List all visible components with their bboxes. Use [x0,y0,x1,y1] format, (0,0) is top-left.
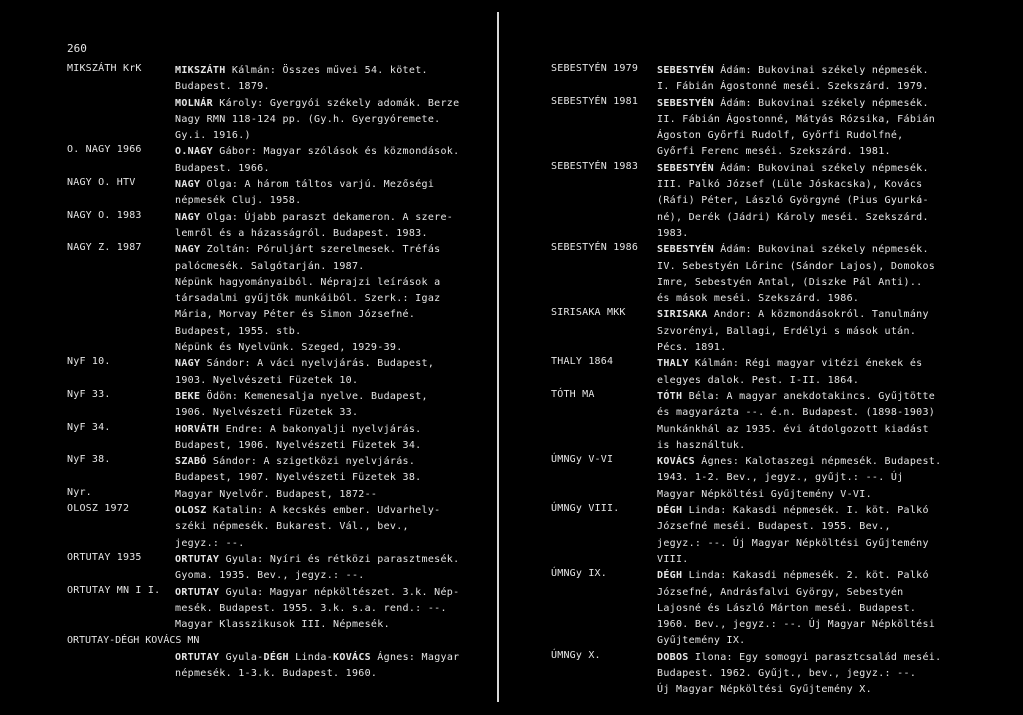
entry-citation [175,585,475,634]
entry-abbreviation: SIRISAKA MKK [551,307,626,319]
entry-abbreviation: THALY 1864 [551,356,614,368]
citation-line: SEBESTYÉN Ádám: Bukovinai székely népmesék. [657,244,929,256]
entry-citation [657,96,957,161]
bibliography-entry [67,422,477,455]
entry-citation [175,144,475,177]
bibliography-entry [551,242,951,307]
entry-abbreviation: SEBESTYÉN 1981 [551,95,639,107]
citation-line: és mások meséi. Szekszárd. 1986. [657,293,860,305]
citation-line: jegyz.: --. [175,537,245,549]
citation-line: 1983. [657,227,689,239]
bibliography-entry [67,177,477,210]
bibliography-entry [551,568,951,649]
entry-abbreviation: MIKSZÁTH KrK [67,63,142,74]
entry-abbreviation: ÚMNGy X. [551,649,601,661]
citation-line: SIRISAKA Andor: A közmondásokról. Tanulmány [657,309,929,321]
bibliography-entry [67,487,477,503]
bibliography-entry [551,454,951,503]
entry-citation [657,161,957,242]
citation-line: TÓTH Béla: A magyar anekdotakincs. Gyűjtötte [657,390,936,402]
citation-line: KOVÁCS Ágnes: Kalotaszegi népmesék. Budapest. [657,456,942,468]
citation-line: Budapest, 1906. Nyelvészeti Füzetek 34. [175,439,422,451]
citation-line: lemről és a házasságról. Budapest. 1983. [175,227,428,239]
entry-abbreviation: SEBESTYÉN 1986 [551,242,639,254]
entry-citation [175,552,475,585]
citation-line: palócmesék. Salgótarján. 1987. [175,260,365,272]
bibliography-entry [551,650,951,699]
citation-line: Gyoma. 1935. Bev., jegyz.: --. [175,570,365,582]
citation-line: Budapest, 1955. stb. [175,325,302,337]
entry-abbreviation: ÚMNGy VIII. [551,503,620,515]
citation-line: jegyz.: --. Új Magyar Népköltési Gyűjtemény [657,537,929,549]
bibliography-left-column [67,63,477,682]
entry-abbreviation: OLOSZ 1972 [67,503,130,515]
citation-line: VIII. [657,553,689,565]
citation-line: (Ráfi) Péter, László Györgyné (Pius Gyurká- [657,195,929,207]
citation-line: ORTUTAY Gyula: Magyar népköltészet. 3.k. Nép- [175,586,460,598]
citation-line: Budapest, 1907. Nyelvészeti Füzetek 38. [175,472,422,484]
citation-line: THALY Kálmán: Régi magyar vitézi énekek és [657,358,923,370]
citation-line: Szvorényi, Ballagi, Erdélyi s mások után. [657,325,917,337]
bibliography-entry [551,356,951,389]
entry-citation [657,389,957,454]
citation-line: DOBOS Ilona: Egy somogyi parasztcsalád meséi. [657,651,942,663]
citation-line: BEKE Ödön: Kemenesalja nyelve. Budapest, [175,390,428,402]
citation-line: NAGY Zoltán: Póruljárt szerelmesek. Tréfás [175,244,441,256]
entry-citation [175,63,475,144]
entry-citation [657,650,957,699]
citation-line: Munkánkhál az 1935. évi átdolgozott kiadást [657,423,929,435]
citation-line: DÉGH Linda: Kakasdi népmesék. 2. köt. Palkó [657,570,929,582]
bibliography-entry [551,96,951,161]
entry-citation [175,454,475,487]
bibliography-entry [551,161,951,242]
entry-abbreviation: ÚMNGy V-VI [551,454,614,466]
bibliography-entry [551,63,951,96]
bibliography-entry [67,144,477,177]
citation-line: MIKSZÁTH Kálmán: Összes művei 54. kötet. [175,65,428,76]
citation-line: II. Fábián Ágostonné, Mátyás Rózsika, Fábián [657,113,936,125]
citation-line: Józsefné meséi. Budapest. 1955. Bev., [657,521,891,533]
citation-line: Budapest. 1879. [175,81,270,93]
citation-line: 1906. Nyelvészeti Füzetek 33. [175,407,359,419]
citation-line: né), Derék (Jádri) Károly meséi. Szekszárd. [657,211,929,223]
citation-line: népmesék. 1-3.k. Budapest. 1960. [175,667,378,679]
bibliography-entry [67,356,477,389]
citation-line: Józsefné, Andrásfalvi György, Sebestyén [657,586,904,598]
bibliography-entry [67,210,477,243]
entry-citation [657,503,957,568]
entry-abbreviation: SEBESTYÉN 1979 [551,63,639,74]
citation-line: Magyar Klasszikusok III. Népmesék. [175,619,390,631]
entry-citation [657,356,957,389]
entry-abbreviation: NAGY O. HTV [67,177,136,189]
citation-line: Mária, Morvay Péter és Simon Józsefné. [175,309,416,321]
entry-citation [657,63,957,96]
entry-abbreviation: TÓTH MA [551,388,595,400]
bibliography-entry [67,454,477,487]
entry-abbreviation: NAGY O. 1983 [67,209,142,221]
bibliography-entry [67,552,477,585]
citation-line: Győrfi Ferenc meséi. Szekszárd. 1981. [657,146,891,158]
entry-citation [657,568,957,649]
entry-abbreviation: NyF 38. [67,454,111,466]
bibliography-entry [67,389,477,422]
citation-line: OLOSZ Katalin: A kecskés ember. Udvarhely- [175,505,441,517]
citation-line: Lajosné és László Márton meséi. Budapest. [657,602,917,614]
entry-citation [175,389,475,422]
entry-citation [175,650,475,683]
citation-line: Budapest. 1962. Gyűjt., bev., jegyz.: --. [657,667,917,679]
bibliography-entry [67,242,477,356]
entry-abbreviation: ÚMNGy IX. [551,568,607,580]
citation-line: SEBESTYÉN Ádám: Bukovinai székely népmesék. [657,162,929,174]
citation-line: DÉGH Linda: Kakasdi népmesék. I. köt. Palkó [657,505,929,517]
entry-citation [175,503,475,552]
citation-line: Népünk és Nyelvünk. Szeged, 1929-39. [175,342,403,354]
citation-line: mesék. Budapest. 1955. 3.k. s.a. rend.: --. [175,602,447,614]
citation-line: széki népmesék. Bukarest. Vál., bev., [175,521,409,533]
entry-abbreviation: O. NAGY 1966 [67,144,142,156]
citation-line: Gyűjtemény IX. [657,635,746,647]
citation-line: HORVÁTH Endre: A bakonyalji nyelvjárás. [175,423,422,435]
entry-citation [175,487,475,503]
citation-line: MOLNÁR Károly: Gyergyói székely adomák. Berze [175,97,460,109]
entry-abbreviation: SEBESTYÉN 1983 [551,160,639,172]
citation-line: is használtuk. [657,439,746,451]
entry-abbreviation: ORTUTAY-DÉGH KOVÁCS MN [67,635,200,647]
citation-line: 1903. Nyelvészeti Füzetek 10. [175,374,359,386]
bibliography-right-column [551,63,951,699]
bibliography-entry [67,503,477,552]
citation-line: I. Fábián Ágostonné meséi. Szekszárd. 1979. [657,81,929,93]
citation-line: 1943. 1-2. Bev., jegyz., gyűjt.: --. Új [657,472,904,484]
citation-line: Magyar Népköltési Gyűjtemény V-VI. [657,488,872,500]
bibliography-entry [551,389,951,454]
citation-line: NAGY Olga: A három táltos varjú. Mezőségi [175,179,435,191]
citation-line: Nagy RMN 118-124 pp. (Gy.h. Gyergyóremete. [175,113,441,125]
citation-line: Budapest. 1966. [175,162,270,174]
entry-abbreviation: NAGY Z. 1987 [67,242,142,254]
citation-line: NAGY Olga: Újabb paraszt dekameron. A szere- [175,211,454,223]
citation-line: Ágoston Győrfi Rudolf, Győrfi Rudolfné, [657,130,904,142]
citation-line: ORTUTAY Gyula: Nyíri és rétközi parasztmesék. [175,553,460,565]
entry-abbreviation: NyF 34. [67,421,111,433]
entry-citation [657,307,957,356]
entry-citation [175,356,475,389]
citation-line: Imre, Sebestyén Antal, (Diszke Pál Anti).. [657,276,923,288]
entry-abbreviation: Nyr. [67,486,92,498]
citation-line: 1960. Bev., jegyz.: --. Új Magyar Népköltési [657,619,936,631]
citation-line: SEBESTYÉN Ádám: Bukovinai székely népmesék. [657,97,929,109]
entry-citation [175,210,475,243]
bibliography-entry [551,307,951,356]
citation-line: társadalmi gyűjtők munkáiból. Szerk.: Igaz [175,293,441,305]
bibliography-entry [551,503,951,568]
entry-abbreviation: ORTUTAY 1935 [67,551,142,563]
page-number: 260 [67,42,87,55]
entry-citation [657,242,957,307]
entry-citation [175,242,475,356]
citation-line: Gy.i. 1916.) [175,130,251,142]
citation-line: népmesék Cluj. 1958. [175,195,302,207]
citation-line: Pécs. 1891. [657,342,727,354]
column-divider [497,12,499,702]
citation-line: Új Magyar Népköltési Gyűjtemény X. [657,684,872,696]
citation-line: NAGY Sándor: A váci nyelvjárás. Budapest, [175,358,435,370]
citation-line: és magyarázta --. é.n. Budapest. (1898-1903) [657,407,936,419]
citation-line: Népünk hagyományaiból. Néprajzi leírások a [175,276,441,288]
entry-abbreviation: NyF 10. [67,356,111,368]
entry-abbreviation: ORTUTAY MN I I. [67,584,161,596]
entry-citation [657,454,957,503]
entry-citation [175,422,475,455]
citation-line: SEBESTYÉN Ádám: Bukovinai székely népmesék. [657,65,929,76]
entry-citation [175,177,475,210]
bibliography-entry [67,63,477,144]
citation-line: III. Palkó József (Lüle Jóskacska), Kovács [657,179,923,191]
bibliography-entry [67,585,477,634]
citation-line: SZABÓ Sándor: A szigetközi nyelvjárás. [175,456,416,468]
bibliography-entry [67,633,477,682]
citation-line: Magyar Nyelvőr. Budapest, 1872-- [175,488,378,500]
citation-line: ORTUTAY Gyula-DÉGH Linda-KOVÁCS Ágnes: Magyar [175,651,460,663]
citation-line: O.NAGY Gábor: Magyar szólások és közmondások. [175,146,460,158]
citation-line: elegyes dalok. Pest. I-II. 1864. [657,374,860,386]
citation-line: IV. Sebestyén Lőrinc (Sándor Lajos), Domokos [657,260,936,272]
entry-abbreviation: NyF 33. [67,388,111,400]
